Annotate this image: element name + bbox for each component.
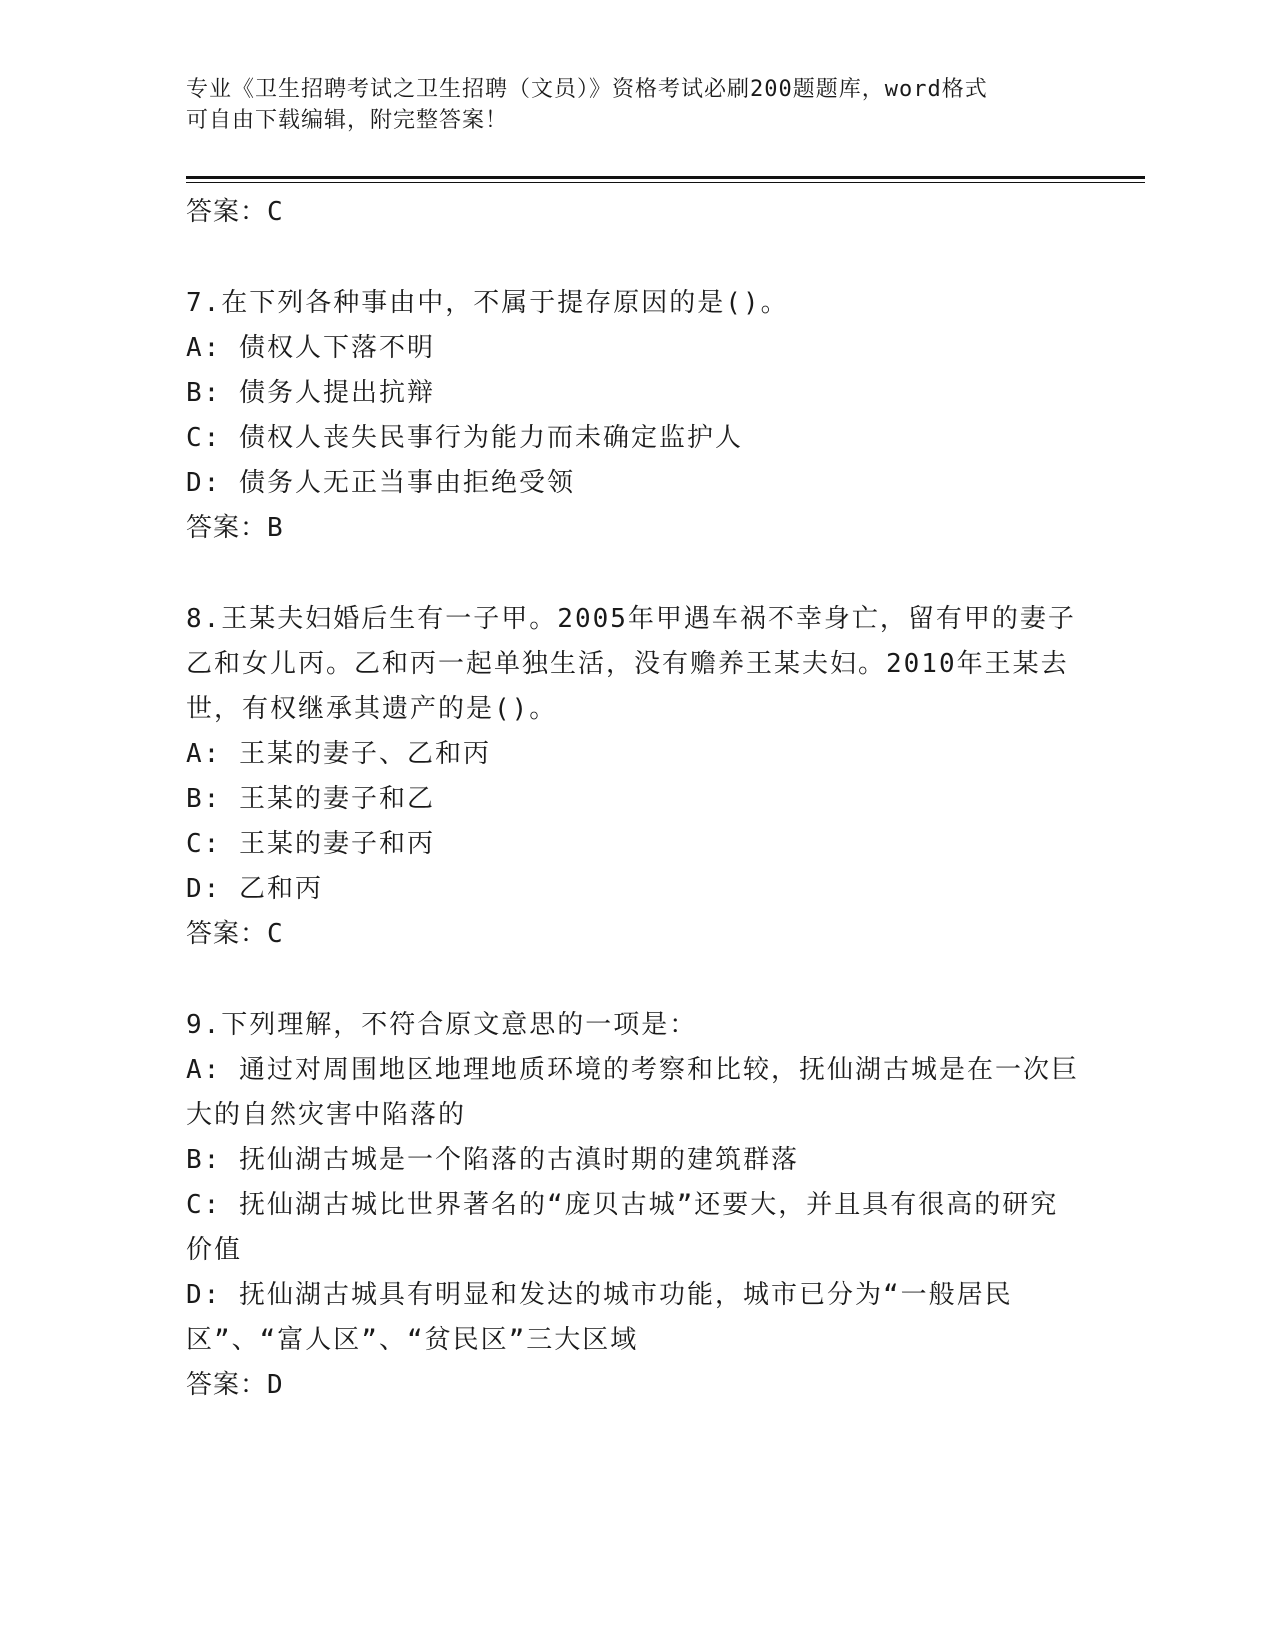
- header-line-1: 专业《卫生招聘考试之卫生招聘（文员）》资格考试必刷200题题库，word格式: [186, 77, 988, 102]
- document-header: [186, 74, 1066, 136]
- option-a: A: 通过对周围地区地理地质环境的考察和比较，抚仙湖古城是在一次巨大的自然灾害中陷落的: [186, 1055, 1079, 1130]
- option-c: C: 抚仙湖古城比世界著名的“庞贝古城”还要大，并且具有很高的研究价值: [186, 1190, 1059, 1265]
- option-b: B: 抚仙湖古城是一个陷落的古滇时期的建筑群落: [186, 1145, 799, 1175]
- option-d: D: 抚仙湖古城具有明显和发达的城市功能，城市已分为“一般居民区”、“富人区”、“贫民区”三大区域: [186, 1280, 1013, 1355]
- document-body: [186, 190, 1086, 1408]
- option-c: C: 王某的妻子和丙: [186, 829, 435, 859]
- question-7: [186, 281, 1086, 551]
- option-d: D: 债务人无正当事由拒绝受领: [186, 468, 575, 498]
- answer: 答案：D: [186, 1370, 284, 1400]
- option-b: B: 债务人提出抗辩: [186, 378, 435, 408]
- question-9: [186, 1003, 1086, 1408]
- question-8: [186, 597, 1086, 957]
- option-d: D: 乙和丙: [186, 874, 323, 904]
- header-divider-thin: [186, 182, 1145, 183]
- header-divider-thick: [186, 176, 1145, 179]
- option-a: A: 王某的妻子、乙和丙: [186, 739, 491, 769]
- question-text: 9.下列理解，不符合原文意思的一项是：: [186, 1010, 698, 1040]
- header-line-2: 可自由下载编辑，附完整答案！: [186, 108, 509, 133]
- question-text: 8.王某夫妇婚后生有一子甲。2005年甲遇车祸不幸身亡，留有甲的妻子乙和女儿丙。乙和丙一起单独生活，没有赡养王某夫妇。2010年王某去世，有权继承其遗产的是()。: [186, 604, 1076, 724]
- question-text: 7.在下列各种事由中，不属于提存原因的是()。: [186, 288, 789, 318]
- previous-answer: 答案：C: [186, 197, 284, 227]
- answer: 答案：B: [186, 513, 284, 543]
- answer: 答案：C: [186, 919, 284, 949]
- option-a: A: 债权人下落不明: [186, 333, 435, 363]
- option-b: B: 王某的妻子和乙: [186, 784, 435, 814]
- option-c: C: 债权人丧失民事行为能力而未确定监护人: [186, 423, 743, 453]
